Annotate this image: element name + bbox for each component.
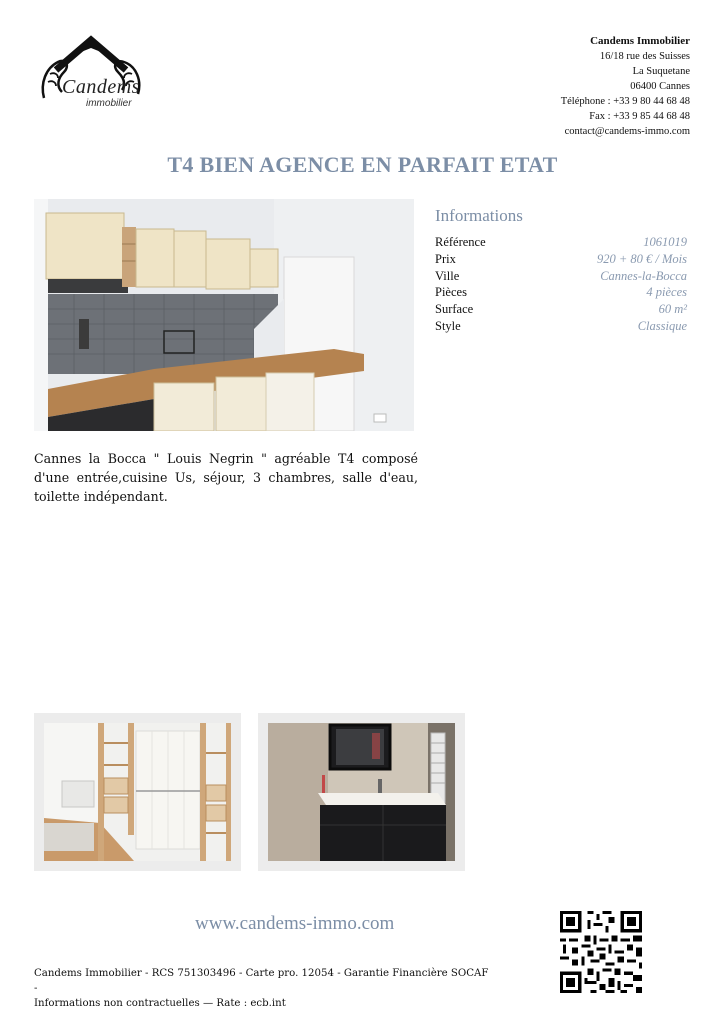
qr-code-icon (557, 908, 645, 996)
footer-line1: Candems Immobilier - RCS 751303496 - Carte pro. 12054 - Garantie Financière SOCAF - (34, 968, 489, 994)
info-row-prix (435, 251, 687, 268)
info-row-surface (435, 301, 687, 318)
info-label: Surface (435, 302, 474, 317)
agency-address-line2: La Suquetane (632, 66, 690, 77)
info-row-reference (435, 234, 687, 251)
footer-line2: Informations non contractuelles — Rate : ecb.int (34, 998, 286, 1009)
thumbnail-photo-bathroom (258, 713, 465, 871)
agency-fax: Fax : +33 9 85 44 68 48 (589, 111, 690, 122)
listing-title: T4 BIEN AGENCE EN PARFAIT ETAT (167, 152, 558, 177)
agency-logo (36, 28, 146, 114)
info-row-pieces (435, 284, 687, 301)
website-link[interactable]: www.candems-immo.com (195, 913, 395, 934)
info-value: Classique (637, 318, 687, 333)
thumbnail-photo-bedroom (34, 713, 241, 871)
info-value: 60 m² (658, 302, 687, 317)
agency-contact (561, 34, 690, 139)
agency-phone: Téléphone : +33 9 80 44 68 48 (560, 96, 690, 107)
logo-script-text: Candems (62, 76, 140, 98)
listing-description: Cannes la Bocca " Louis Negrin " agréable T4 composé d'une entrée,cuisine Us, séjour, 3 chambres, salle d'eau, toilette indépendant. (34, 451, 418, 504)
agency-address-line1: 16/18 rue des Suisses (599, 51, 690, 62)
info-value: 4 pièces (646, 285, 687, 300)
agency-name: Candems Immobilier (590, 35, 690, 47)
info-label: Prix (435, 251, 456, 266)
info-value: 1061019 (643, 235, 687, 249)
info-label: Pièces (435, 285, 467, 300)
info-value: 920 + 80 € / Mois (596, 251, 687, 266)
logo-sub-text: immobilier (86, 98, 132, 109)
informations-panel (435, 206, 687, 335)
main-photo-kitchen (34, 199, 414, 431)
legal-footer (34, 966, 494, 1011)
agency-address-line3: 06400 Cannes (630, 81, 690, 92)
info-value: Cannes-la-Bocca (600, 268, 687, 283)
info-label: Style (435, 318, 461, 333)
info-row-style (435, 318, 687, 335)
informations-heading: Informations (435, 206, 523, 225)
info-label: Référence (435, 235, 486, 249)
info-row-ville (435, 268, 687, 285)
info-label: Ville (435, 268, 460, 283)
agency-email[interactable]: contact@candems-immo.com (564, 126, 690, 137)
